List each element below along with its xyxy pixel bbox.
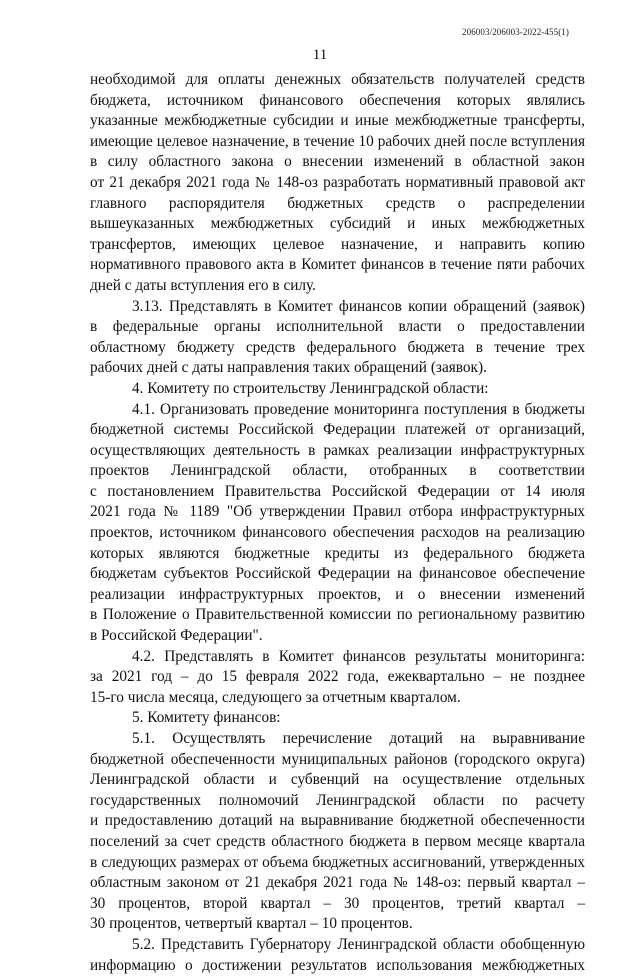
text-line: бюджета, источником финансового обеспечения которых являлись bbox=[90, 91, 585, 109]
page-number: 11 bbox=[312, 47, 328, 63]
text-line: 5.1. Осуществлять перечисление дотаций на выравнивание bbox=[132, 730, 585, 747]
text-line: вышеуказанных межбюджетных субсидий и иных межбюджетных bbox=[90, 215, 585, 233]
text-line: дней с даты вступления его в силу. bbox=[90, 276, 316, 294]
text-line: с постановлением Правительства Российской Федерации от 14 июля bbox=[90, 482, 585, 500]
text-line: в следующих размерах от объема бюджетных ассигнований, утвержденных bbox=[90, 853, 585, 871]
text-line: 2021 года № 1189 "Об утверждении Правил отбора инфраструктурных bbox=[90, 503, 585, 521]
text-line: главного распорядителя бюджетных средств о распределении bbox=[90, 194, 585, 212]
text-line: и предоставлению дотаций на выравнивание бюджетной обеспеченности bbox=[90, 812, 585, 830]
text-line: информацию о достижении результатов использования межбюджетных bbox=[90, 956, 585, 974]
text-line: в Российской Федерации". bbox=[90, 627, 263, 645]
text-line: поселений за счет средств областного бюджета в первом месяце квартала bbox=[90, 832, 585, 850]
text-line: реализации инфраструктурных проектов, и о внесении изменений bbox=[90, 585, 585, 603]
text-line: Ленинградской области и субвенций на осуществление отдельных bbox=[90, 771, 585, 789]
text-line: трансфертов, имеющих целевое назначение, и направить копию bbox=[90, 235, 585, 253]
text-line: в силу областного закона о внесении изменений в областной закон bbox=[90, 153, 585, 171]
text-line: областным законом от 21 декабря 2021 года № 148-оз: первый квартал – bbox=[90, 874, 585, 892]
text-line: в федеральные органы исполнительной власти о предоставлении bbox=[90, 318, 585, 336]
text-line: областному бюджету средств федерального бюджета в течение трех bbox=[90, 338, 585, 356]
text-line: от 21 декабря 2021 года № 148-оз разработать нормативный правовой акт bbox=[90, 173, 585, 191]
text-line: 4. Комитету по строительству Ленинградской области: bbox=[132, 379, 489, 397]
text-line: 30 процентов, второй квартал – 30 процентов, третий квартал – bbox=[90, 894, 585, 912]
text-line: 30 процентов, четвертый квартал – 10 процентов. bbox=[90, 915, 413, 933]
text-line: проектов Ленинградской области, отобранных в соответствии bbox=[90, 462, 585, 480]
text-line: необходимой для оплаты денежных обязательств получателей средств bbox=[90, 71, 585, 88]
text-line: нормативного правового акта в Комитет финансов в течение пяти рабочих bbox=[90, 256, 585, 274]
document-body bbox=[90, 70, 585, 976]
text-line: 4.1. Организовать проведение мониторинга поступления в бюджеты bbox=[132, 400, 585, 418]
text-line: 4.2. Представлять в Комитет финансов результаты мониторинга: bbox=[132, 647, 585, 665]
text-line: рабочих дней с даты направления таких обращений (заявок). bbox=[90, 359, 487, 377]
text-line: государственных полномочий Ленинградской области по расчету bbox=[90, 791, 585, 809]
text-line: 3.13. Представлять в Комитет финансов копии обращений (заявок) bbox=[132, 297, 585, 315]
text-line: осуществляющих деятельность в рамках реализации инфраструктурных bbox=[90, 441, 585, 459]
text-line: бюджетам субъектов Российской Федерации на финансовое обеспечение bbox=[90, 565, 585, 583]
document-id: 206003/206003-2022-455(1) bbox=[462, 27, 569, 37]
text-line: за 2021 год – до 15 февраля 2022 года, ежеквартально – не позднее bbox=[90, 668, 585, 686]
text-line: 15-го числа месяца, следующего за отчетным кварталом. bbox=[90, 688, 461, 706]
text-line: указанные межбюджетные субсидии и иные межбюджетные трансферты, bbox=[90, 112, 585, 130]
text-line: которых являются бюджетные кредиты из федерального бюджета bbox=[90, 544, 585, 562]
text-line: бюджетной обеспеченности муниципальных районов (городского округа) bbox=[90, 750, 585, 768]
text-line: имеющие целевое назначение, в течение 10 рабочих дней после вступления bbox=[90, 132, 585, 150]
text-line: 5. Комитету финансов: bbox=[132, 709, 281, 727]
text-line: 5.2. Представить Губернатору Ленинградской области обобщенную bbox=[132, 935, 585, 953]
text-line: в Положение о Правительственной комиссии по региональному развитию bbox=[90, 606, 585, 624]
text-line: проектов, источником финансового обеспечения расходов на реализацию bbox=[90, 524, 585, 542]
text-line: бюджетной системы Российской Федерации платежей от организаций, bbox=[90, 421, 585, 439]
